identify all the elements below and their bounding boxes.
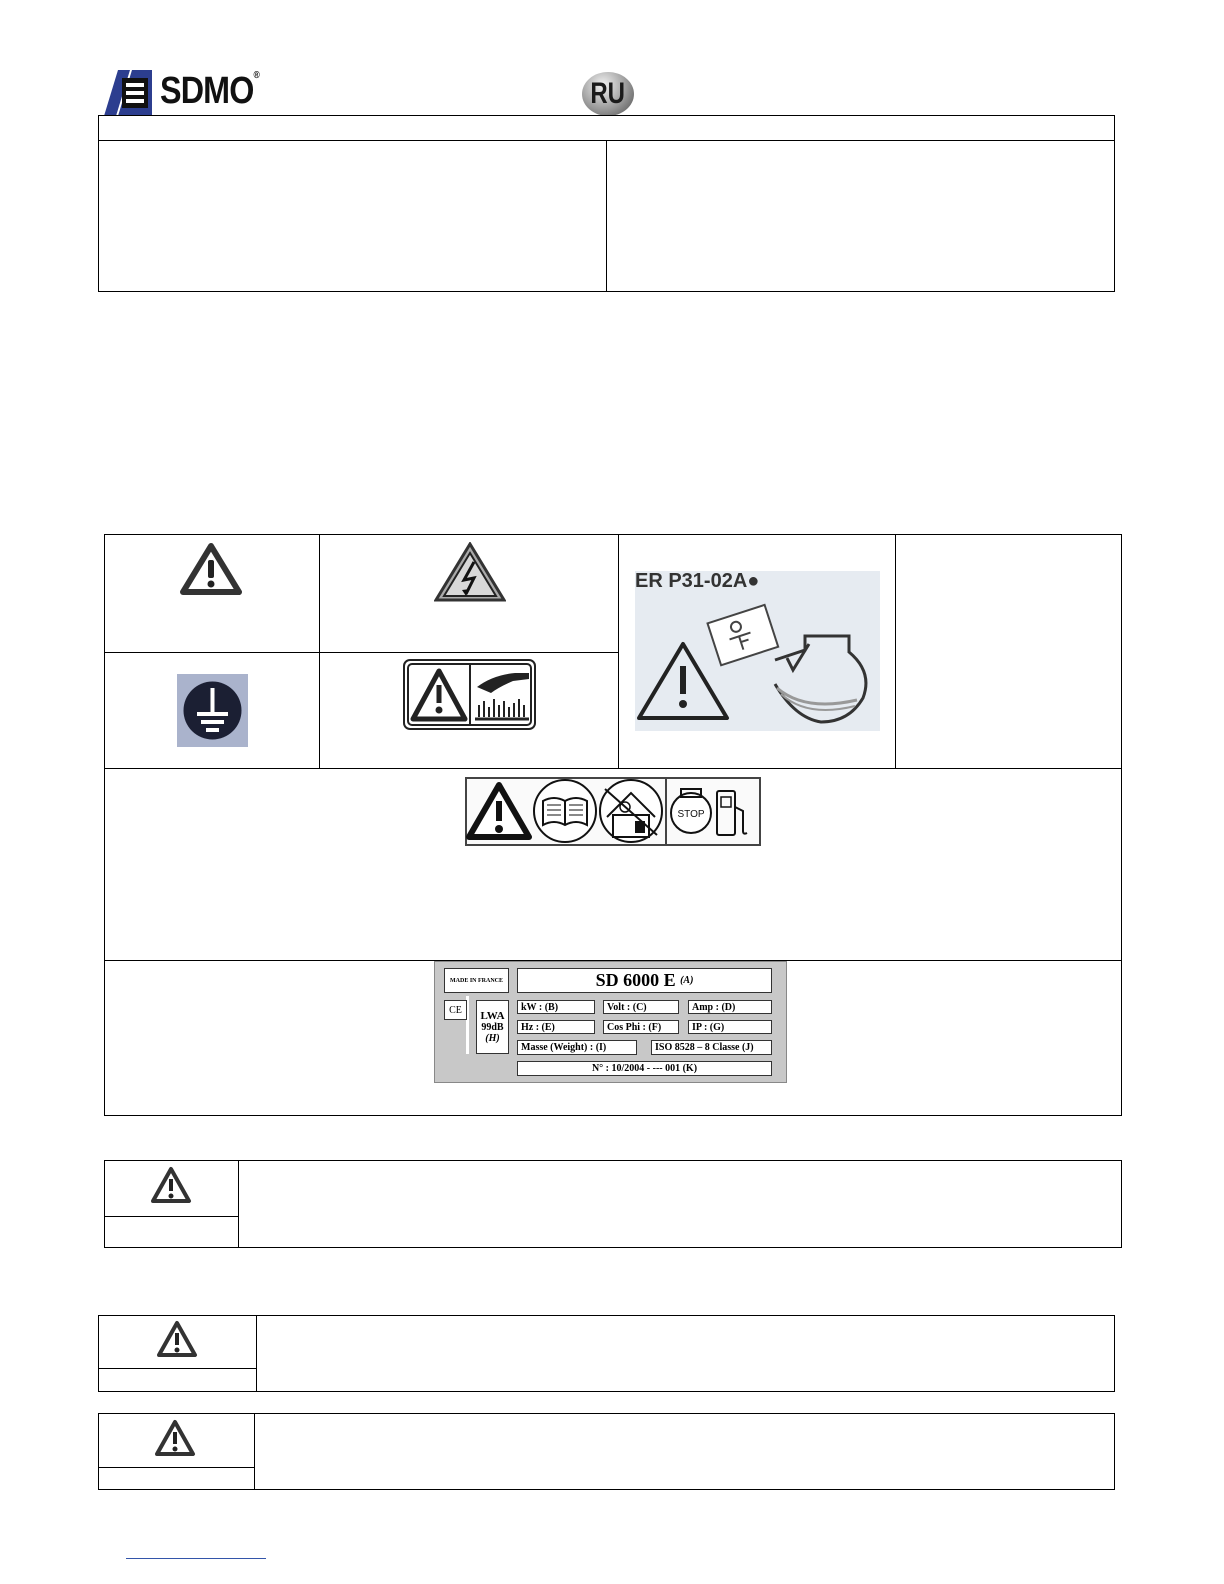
cos-phi-field: Cos Phi : (F): [603, 1020, 679, 1034]
mass-field: Masse (Weight) : (I): [517, 1040, 637, 1055]
brand-logo: [160, 70, 259, 113]
grid-line: [254, 1413, 255, 1490]
model-name-text: SD 6000 E: [595, 970, 676, 990]
lwa-ref: (H): [485, 1033, 500, 1044]
earth-ground-icon: [177, 674, 248, 747]
grid-line: [319, 534, 320, 768]
brand-registered-mark: ®: [253, 70, 259, 81]
iso-class-field: ISO 8528 – 8 Classe (J): [651, 1040, 772, 1055]
warning-triangle-icon: [156, 1320, 198, 1358]
top-table-left-cell: [98, 140, 607, 292]
lwa-label: LWA: [480, 1010, 505, 1022]
warning-triangle-icon: [154, 1419, 196, 1457]
grid-line: [98, 1467, 255, 1468]
footer-link-underline[interactable]: [126, 1558, 266, 1559]
oil-fill-warning-icon: [635, 600, 880, 731]
kw-field: kW : (B): [517, 1000, 595, 1014]
warning-note-3: [98, 1413, 1115, 1490]
top-table-right-cell: [606, 140, 1115, 292]
hz-field: Hz : (E): [517, 1020, 595, 1034]
sound-power-box: [476, 1000, 509, 1054]
warning-note-1: [104, 1160, 1122, 1248]
model-ref: (A): [680, 975, 694, 986]
grid-line: [104, 652, 619, 653]
sdmo-logo-stripes-icon: [104, 70, 152, 116]
grid-line: [104, 1216, 239, 1217]
grid-line: [895, 534, 896, 768]
warning-note-2: [98, 1315, 1115, 1392]
grid-line: [238, 1160, 239, 1248]
safety-pictogram-strip: [465, 777, 761, 846]
grid-line: [256, 1315, 257, 1392]
amp-field: Amp : (D): [688, 1000, 772, 1014]
grid-line: [618, 534, 619, 768]
top-table-header-row: [98, 115, 1115, 141]
high-voltage-icon: [434, 542, 506, 602]
language-badge: [582, 72, 634, 116]
exhaust-fumes-icon: [600, 780, 662, 842]
model-name: [517, 968, 772, 993]
made-in-label: MADE IN FRANCE: [444, 968, 509, 993]
language-badge-label: RU: [590, 77, 626, 110]
grid-line: [98, 1368, 257, 1369]
ip-field: IP : (G): [688, 1020, 772, 1034]
volt-field: Volt : (C): [603, 1000, 679, 1014]
lwa-value: 99dB: [481, 1022, 504, 1033]
hot-surface-icon: [403, 659, 536, 730]
warning-triangle-icon: [150, 1166, 192, 1204]
svg-text:STOP: STOP: [677, 809, 705, 820]
ce-mark: CE: [444, 1000, 467, 1020]
grid-line: [104, 768, 1122, 769]
serial-number-field: N° : 10/2004 - --- 001 (K): [517, 1061, 772, 1076]
brand-name: SDMO: [160, 70, 254, 112]
oil-label-code: ER P31-02A●: [635, 570, 760, 592]
warning-triangle-icon: [180, 543, 242, 595]
read-manual-icon: [534, 780, 596, 842]
